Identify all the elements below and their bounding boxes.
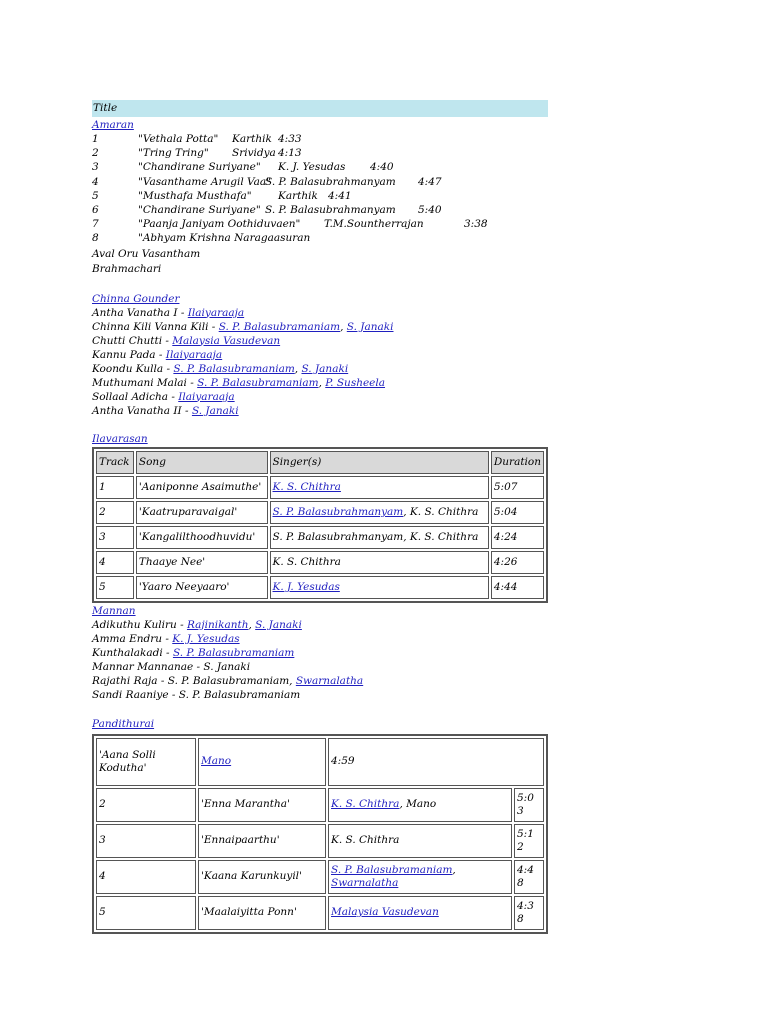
table-row bbox=[96, 501, 544, 524]
track-singer: S. P. Balasubrahmanyam bbox=[265, 175, 396, 188]
cell-singer bbox=[198, 738, 326, 786]
separator: , bbox=[248, 618, 256, 631]
cell-singer bbox=[328, 860, 512, 894]
amaran-track-list bbox=[92, 132, 548, 246]
track-singer: T.M.Sountherrajan bbox=[324, 218, 424, 231]
amaran-track-row bbox=[92, 203, 548, 217]
cell-track: 5 bbox=[96, 576, 134, 599]
list-item bbox=[92, 660, 548, 674]
singer-link[interactable]: S. Janaki bbox=[191, 404, 239, 417]
cell-track: 3 bbox=[96, 824, 196, 858]
cell-singer bbox=[328, 896, 512, 930]
table-header-row bbox=[96, 451, 544, 474]
cell-song: 'Ennaipaarthu' bbox=[198, 824, 326, 858]
table-row bbox=[96, 788, 544, 822]
list-item bbox=[92, 688, 548, 702]
singer-link[interactable]: Malaysia Vasudevan bbox=[172, 334, 281, 347]
list-item bbox=[92, 646, 548, 660]
cell-singer bbox=[328, 788, 512, 822]
cell-duration: 5:1 2 bbox=[514, 824, 544, 858]
track-number: 7 bbox=[92, 218, 99, 231]
mannan-song-list bbox=[92, 618, 548, 702]
song-title: Amma Endru - bbox=[92, 632, 173, 645]
separator: , bbox=[294, 362, 302, 375]
amaran-track-row bbox=[92, 146, 548, 160]
cell-track: 2 bbox=[96, 788, 196, 822]
cell-track: 4 bbox=[96, 551, 134, 574]
cell-track: 4 bbox=[96, 860, 196, 894]
track-singer: Srividya bbox=[232, 147, 276, 160]
list-item bbox=[92, 376, 548, 390]
plain-title: Brahmachari bbox=[92, 262, 162, 275]
song-title: Sollaal Adicha - bbox=[92, 390, 179, 403]
plain-title: Aval Oru Vasantham bbox=[92, 247, 201, 260]
song-title: Antha Vanatha I - bbox=[92, 306, 188, 319]
separator: , bbox=[318, 376, 326, 389]
list-item bbox=[92, 404, 548, 418]
cell-duration: 5:0 3 bbox=[514, 788, 544, 822]
track-duration: 4:41 bbox=[328, 189, 352, 202]
song-title: Rajathi Raja - bbox=[92, 674, 168, 687]
track-number: 1 bbox=[92, 133, 99, 145]
amaran-track-row bbox=[92, 189, 548, 203]
song-title: Kunthalakadi - bbox=[92, 646, 173, 659]
cell-song: 'Kangalilthoodhuvidu' bbox=[136, 526, 268, 549]
track-song: "Vethala Potta" bbox=[138, 133, 219, 145]
song-title: Chinna Kili Vanna Kili - bbox=[92, 320, 219, 333]
cell-track: 1 bbox=[96, 476, 134, 499]
singer-link[interactable]: S. Janaki bbox=[301, 362, 349, 375]
singer-link[interactable]: P. Susheela bbox=[325, 376, 386, 389]
singer-link[interactable]: S. P. Balasubramaniam bbox=[173, 362, 295, 375]
table-row bbox=[96, 824, 544, 858]
singer-text: S. P. Balasubramaniam bbox=[167, 674, 290, 687]
film-link-pandithurai[interactable]: Pandithurai bbox=[92, 717, 155, 730]
singer-link[interactable]: S. P. Balasubramaniam bbox=[331, 863, 453, 876]
cell-singers bbox=[270, 501, 489, 524]
cell-song: 'Aaniponne Asaimuthe' bbox=[136, 476, 268, 499]
amaran-track-row bbox=[92, 132, 548, 146]
song-title: Sandi Raaniye - bbox=[92, 688, 179, 701]
track-number: 5 bbox=[92, 189, 99, 202]
cell-song: 'Kaana Karunkuyil' bbox=[198, 860, 326, 894]
film-link-mannan[interactable]: Mannan bbox=[92, 604, 136, 617]
song-title: Antha Vanatha II - bbox=[92, 404, 192, 417]
singer-link[interactable]: S. Janaki bbox=[346, 320, 394, 333]
list-item bbox=[92, 362, 548, 376]
film-link-chinna-gounder[interactable]: Chinna Gounder bbox=[92, 292, 180, 305]
cell-singers bbox=[270, 526, 489, 549]
list-item bbox=[92, 618, 548, 632]
list-item bbox=[92, 306, 548, 320]
column-header-duration: Duration bbox=[491, 451, 544, 474]
cell-track: 3 bbox=[96, 526, 134, 549]
singer-link[interactable]: Swarnalatha bbox=[331, 876, 399, 889]
singer-link[interactable]: K. J. Yesudas bbox=[172, 632, 240, 645]
singer-link[interactable]: Ilaiyaraaja bbox=[165, 348, 223, 361]
singer-text: , bbox=[452, 863, 456, 876]
separator: , bbox=[289, 674, 296, 687]
track-song: "Abhyam Krishna Naragaasuran bbox=[138, 232, 311, 245]
cell-singer bbox=[328, 824, 512, 858]
list-item bbox=[92, 348, 548, 362]
track-duration: 4:13 bbox=[278, 147, 302, 160]
track-singer: Karthik bbox=[278, 189, 318, 202]
separator: , bbox=[340, 320, 347, 333]
track-number: 8 bbox=[92, 232, 99, 245]
singer-text: S. P. Balasubrahmanyam, K. S. Chithra bbox=[272, 531, 479, 543]
ilavarasan-track-table bbox=[92, 447, 548, 603]
track-song: "Chandirane Suriyane" bbox=[138, 203, 261, 216]
track-duration: 4:47 bbox=[418, 175, 442, 188]
singer-link[interactable]: K. J. Yesudas bbox=[272, 581, 340, 593]
track-number: 3 bbox=[92, 161, 99, 174]
singer-link[interactable]: S. P. Balasubrahmanyam bbox=[272, 506, 404, 518]
track-song: "Chandirane Suriyane" bbox=[138, 161, 261, 174]
song-title: Adikuthu Kuliru - bbox=[92, 618, 187, 631]
singer-link[interactable]: S. Janaki bbox=[255, 618, 302, 631]
song-title: Mannar Mannanae - bbox=[92, 660, 204, 673]
song-title: Kannu Pada - bbox=[92, 348, 166, 361]
chinna-gounder-song-list bbox=[92, 306, 548, 418]
singer-link[interactable]: Rajinikanth bbox=[186, 618, 249, 631]
singer-link[interactable]: Malaysia Vasudevan bbox=[331, 906, 439, 918]
cell-singers bbox=[270, 476, 489, 499]
singer-text: K. S. Chithra bbox=[331, 834, 400, 846]
track-song: "Tring Tring" bbox=[138, 147, 209, 160]
cell-singers bbox=[270, 576, 489, 599]
track-singer: K. J. Yesudas bbox=[278, 161, 346, 174]
cell-duration: 4:4 8 bbox=[514, 860, 544, 894]
list-item bbox=[92, 390, 548, 404]
cell-track: 5 bbox=[96, 896, 196, 930]
cell-duration: 4:59 bbox=[328, 738, 544, 786]
track-song: "Musthafa Musthafa" bbox=[138, 189, 252, 202]
cell-duration: 4:24 bbox=[491, 526, 544, 549]
cell-singers bbox=[270, 551, 489, 574]
cell-track: 2 bbox=[96, 501, 134, 524]
singer-text: , K. S. Chithra bbox=[403, 506, 479, 518]
singer-link[interactable]: S. P. Balasubramaniam bbox=[197, 376, 319, 389]
table-row bbox=[96, 896, 544, 930]
track-singer: S. P. Balasubrahmanyam bbox=[265, 203, 396, 216]
track-duration: 3:38 bbox=[464, 218, 488, 231]
amaran-track-row bbox=[92, 217, 548, 231]
document-page bbox=[92, 100, 548, 934]
table-row bbox=[96, 476, 544, 499]
list-item bbox=[92, 334, 548, 348]
amaran-track-row bbox=[92, 160, 548, 174]
column-header-singers: Singer(s) bbox=[270, 451, 489, 474]
singer-link[interactable]: S. P. Balasubramaniam bbox=[172, 646, 295, 659]
pandithurai-track-table bbox=[92, 734, 548, 934]
table-row bbox=[96, 526, 544, 549]
track-song: "Vasanthame Arugil Vaa" bbox=[138, 175, 271, 188]
singer-link[interactable]: K. S. Chithra bbox=[331, 798, 400, 810]
cell-song: 'Maalaiyitta Ponn' bbox=[198, 896, 326, 930]
track-number: 4 bbox=[92, 175, 99, 188]
track-duration: 5:40 bbox=[418, 203, 442, 216]
cell-duration: 5:04 bbox=[491, 501, 544, 524]
column-header-song: Song bbox=[136, 451, 268, 474]
film-link-ilavarasan[interactable]: Ilavarasan bbox=[92, 432, 148, 445]
song-title: Koondu Kulla - bbox=[92, 362, 174, 375]
singer-link[interactable]: Ilaiyaraaja bbox=[178, 390, 235, 403]
table-row bbox=[96, 738, 544, 786]
column-header-track: Track bbox=[96, 451, 134, 474]
singer-link[interactable]: S. P. Balasubramaniam bbox=[218, 320, 341, 333]
film-link-amaran[interactable]: Amaran bbox=[92, 119, 134, 131]
cell-song: 'Yaaro Neeyaaro' bbox=[136, 576, 268, 599]
singer-text: S. P. Balasubramaniam bbox=[178, 688, 301, 701]
table-row bbox=[96, 860, 544, 894]
singer-link[interactable]: Ilaiyaraaja bbox=[187, 306, 245, 319]
cell-duration: 4:3 8 bbox=[514, 896, 544, 930]
list-item bbox=[92, 320, 548, 334]
track-number: 2 bbox=[92, 147, 99, 160]
cell-song: Thaaye Nee' bbox=[136, 551, 268, 574]
cell-duration: 5:07 bbox=[491, 476, 544, 499]
singer-link[interactable]: Swarnalatha bbox=[295, 674, 364, 687]
title-bar: Title bbox=[92, 100, 548, 117]
cell-duration: 4:44 bbox=[491, 576, 544, 599]
track-duration: 4:33 bbox=[278, 133, 302, 145]
track-number: 6 bbox=[92, 203, 99, 216]
track-singer: Karthik bbox=[232, 133, 272, 145]
singer-link[interactable]: K. S. Chithra bbox=[272, 481, 341, 493]
table-row bbox=[96, 551, 544, 574]
amaran-track-row bbox=[92, 231, 548, 245]
singer-text: K. S. Chithra bbox=[272, 556, 341, 568]
amaran-track-row bbox=[92, 175, 548, 189]
track-song: "Paanja Janiyam Oothiduvaen" bbox=[138, 218, 301, 231]
song-title: Muthumani Malai - bbox=[92, 376, 198, 389]
singer-link[interactable]: Mano bbox=[201, 755, 232, 767]
table-row bbox=[96, 576, 544, 599]
list-item bbox=[92, 674, 548, 688]
singer-text: , Mano bbox=[399, 798, 437, 810]
cell-song: 'Enna Marantha' bbox=[198, 788, 326, 822]
track-duration: 4:40 bbox=[370, 161, 394, 174]
list-item bbox=[92, 632, 548, 646]
song-title: Chutti Chutti - bbox=[92, 334, 173, 347]
singer-text: S. Janaki bbox=[203, 660, 251, 673]
cell-duration: 4:26 bbox=[491, 551, 544, 574]
cell-song: 'Aana Solli Kodutha' bbox=[96, 738, 196, 786]
cell-song: 'Kaatruparavaigal' bbox=[136, 501, 268, 524]
